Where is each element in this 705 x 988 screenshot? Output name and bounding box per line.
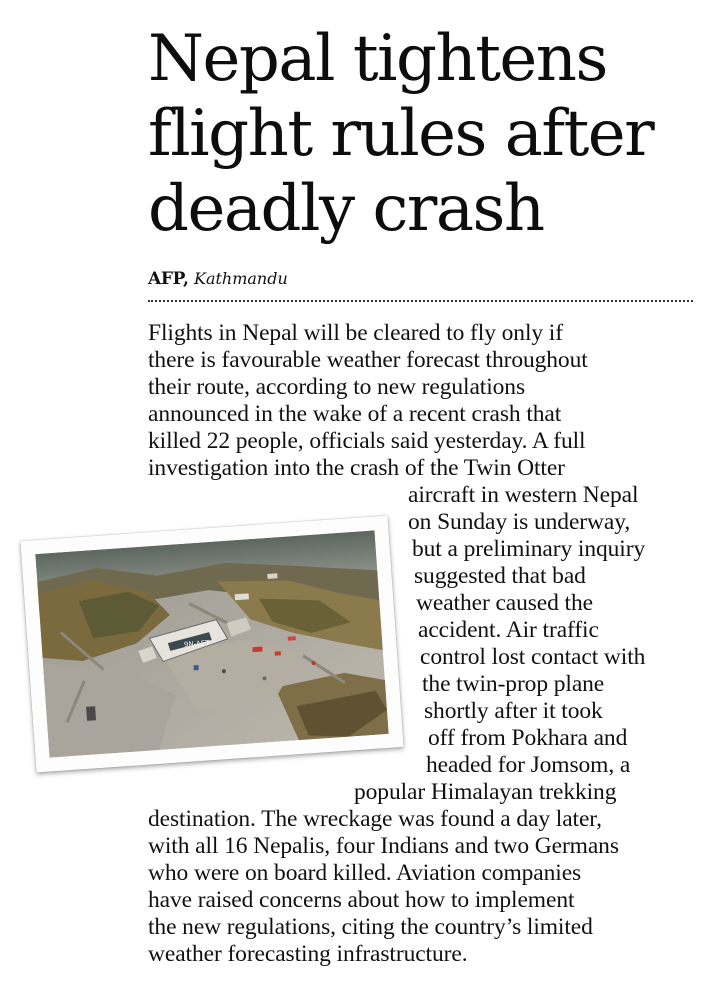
body-line: accident. Air traffic xyxy=(418,617,599,643)
aircraft-registration: 9N-AET xyxy=(183,639,210,649)
body-line: weather forecasting infrastructure. xyxy=(148,941,468,967)
body-line: Flights in Nepal will be cleared to fly only if xyxy=(148,320,563,346)
body-line: the new regulations, citing the country’s limited xyxy=(148,914,593,940)
body-line: popular Himalayan trekking xyxy=(354,779,617,805)
body-line: off from Pokhara and xyxy=(428,725,628,751)
body-line: shortly after it took xyxy=(424,698,603,724)
byline-agency: AFP, xyxy=(148,269,189,289)
body-line: on Sunday is underway, xyxy=(408,509,631,535)
body-line: announced in the wake of a recent crash that xyxy=(148,401,562,427)
body-line: with all 16 Nepalis, four Indians and two Germans xyxy=(148,833,619,859)
body-line: killed 22 people, officials said yesterday. A full xyxy=(148,428,586,454)
body-line: destination. The wreckage was found a day later, xyxy=(148,806,602,832)
body-line: but a preliminary inquiry xyxy=(412,536,646,562)
body-line: there is favourable weather forecast throughout xyxy=(148,347,588,373)
byline-location: Kathmandu xyxy=(193,269,288,288)
headline-line: Nepal tightens xyxy=(148,22,607,96)
headline xyxy=(148,22,693,247)
headline-line: flight rules after xyxy=(148,97,654,171)
crash-site-photo xyxy=(20,515,403,772)
headline-line: deadly crash xyxy=(148,172,544,246)
body-line: suggested that bad xyxy=(414,563,586,589)
body-line: have raised concerns about how to implement xyxy=(148,887,575,913)
body-line: weather caused the xyxy=(416,590,593,616)
body-line: the twin-prop plane xyxy=(422,671,605,697)
body-line: their route, according to new regulations xyxy=(148,374,525,400)
body-line: who were on board killed. Aviation companies xyxy=(148,860,582,886)
body-line: aircraft in western Nepal xyxy=(408,482,639,508)
body-line: control lost contact with xyxy=(420,644,646,670)
byline xyxy=(148,268,288,290)
wreckage-image xyxy=(35,530,388,757)
body-line: investigation into the crash of the Twin Otter xyxy=(148,455,565,481)
body-line: headed for Jomsom, a xyxy=(426,752,631,778)
dotted-divider xyxy=(148,300,693,302)
